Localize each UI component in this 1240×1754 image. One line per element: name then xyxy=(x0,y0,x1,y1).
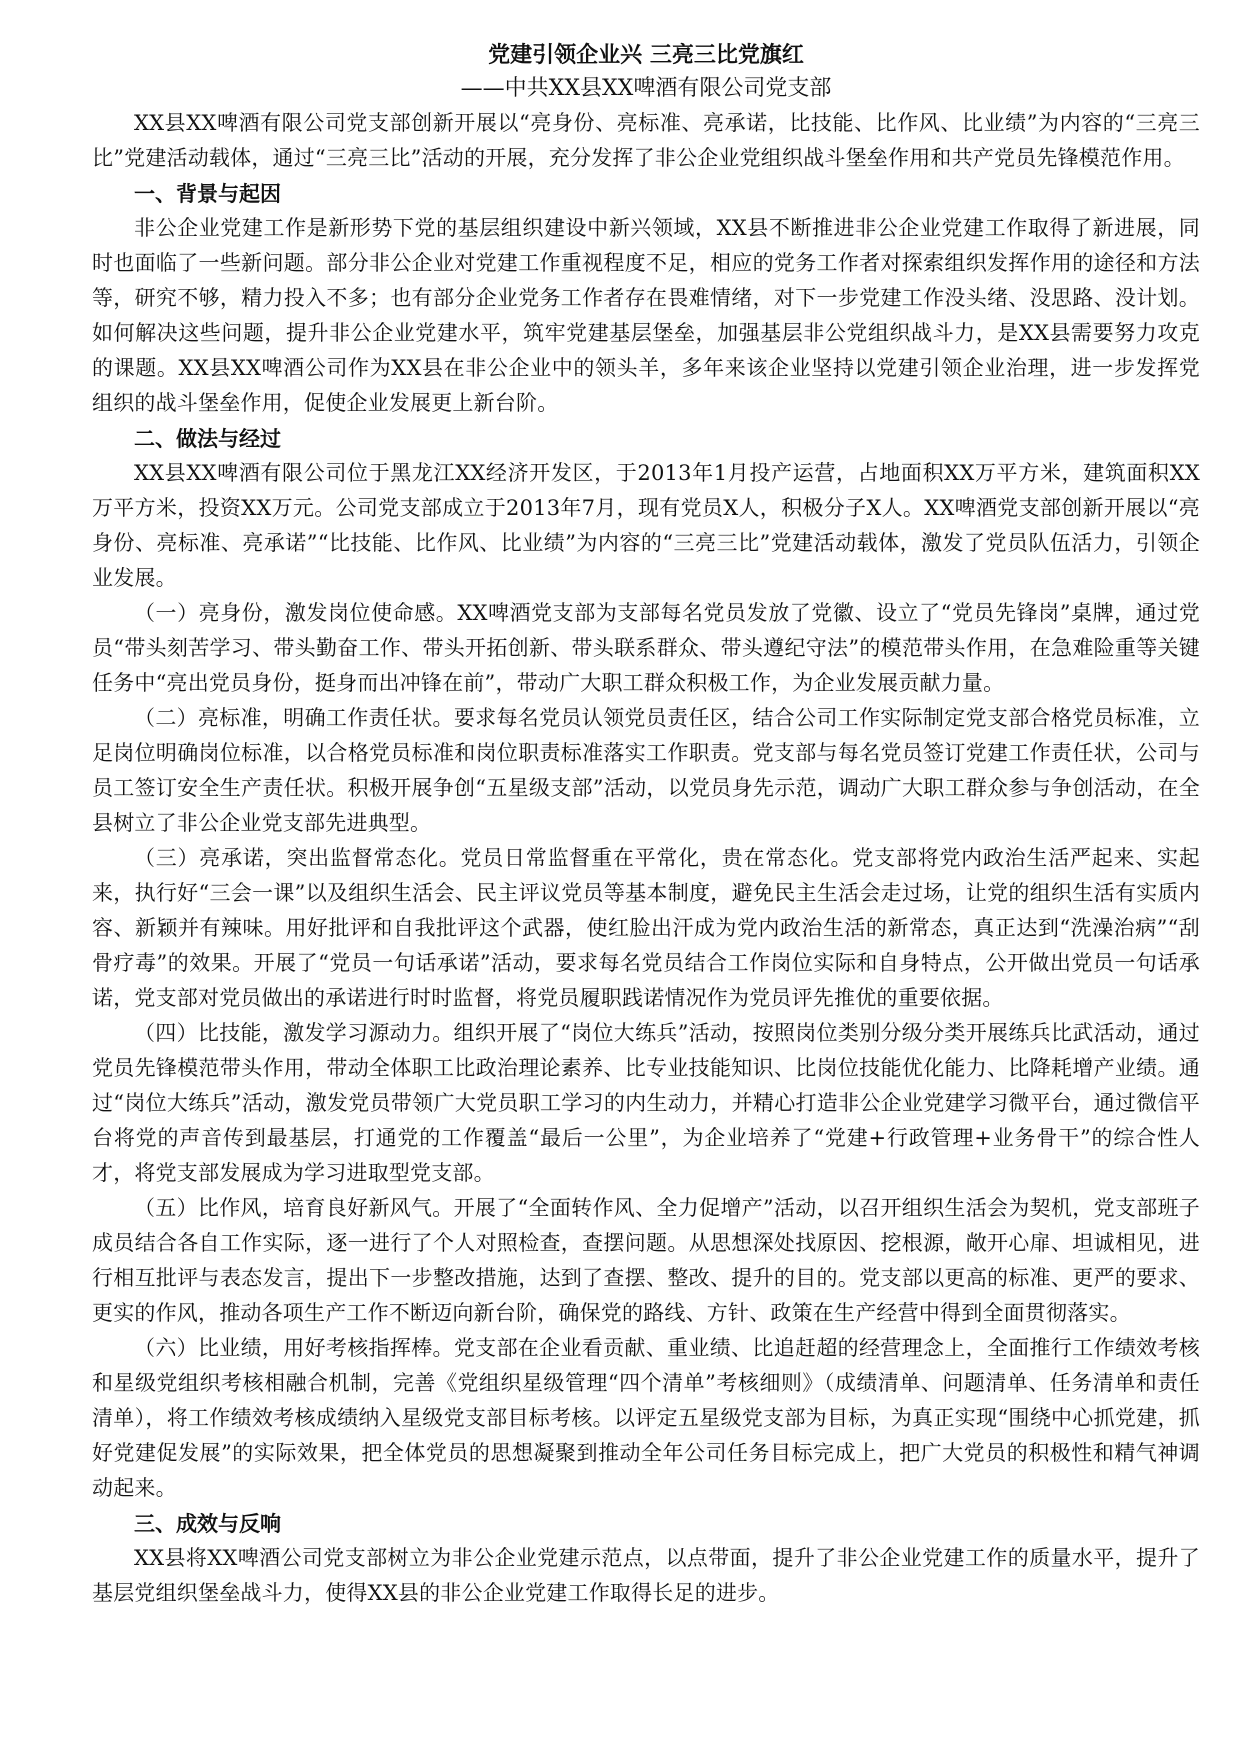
practice-paragraph-performance: （六）比业绩，用好考核指挥棒。党支部在企业看贡献、重业绩、比追赶超的经营理念上，全面推行工作绩效考核和星级党组织考核相融合机制，完善《党组织星级管理“四个清单”考核细则》（成绩清单、问题清单、任务清单和责任清单），将工作绩效考核成绩纳入星级党支部目标考核。以评定五星级党支部为目标，为真正实现“围绕中心抓党建，抓好党建促发展”的实际效果，把全体党员的思想凝聚到推动全年公司任务目标完成上，把广大党员的积极性和精气神调动起来。 xyxy=(92,1336,1200,1500)
practice-paragraph-standard: （二）亮标准，明确工作责任状。要求每名党员认领党员责任区，结合公司工作实际制定党支部合格党员标准，立足岗位明确岗位标准，以合格党员标准和岗位职责标准落实工作职责。党支部与每名党员签订党建工作责任状，公司与员工签订安全生产责任状。积极开展争创“五星级支部”活动，以党员身先示范，调动广大职工群众参与争创活动，在全县树立了非公企业党支部先进典型。 xyxy=(92,706,1200,835)
practice-paragraph-overview: XX县XX啤酒有限公司位于黑龙江XX经济开发区，于2013年1月投产运营，占地面积XX万平方米，建筑面积XX万平方米，投资XX万元。公司党支部成立于2013年7月，现有党员X人，积极分子X人。XX啤酒党支部创新开展以“亮身份、亮标准、亮承诺”“比技能、比作风、比业绩”为内容的“三亮三比”党建活动载体，激发了党员队伍活力，引领企业发展。 xyxy=(92,461,1200,590)
document-title: 党建引领企业兴 三亮三比党旗红 xyxy=(488,42,804,68)
section-heading-practice: 二、做法与经过 xyxy=(134,426,281,451)
document-subtitle: ——中共XX县XX啤酒有限公司党支部 xyxy=(460,76,832,101)
practice-paragraph-style: （五）比作风，培育良好新风气。开展了“全面转作风、全力促增产”活动，以召开组织生活会为契机，党支部班子成员结合各自工作实际，逐一进行了个人对照检查，查摆问题。从思想深处找原因、挖根源，敞开心扉、坦诚相见，进行相互批评与表态发言，提出下一步整改措施，达到了查摆、整改、提升的目的。党支部以更高的标准、更严的要求、更实的作风，推动各项生产工作不断迈向新台阶，确保党的路线、方针、政策在生产经营中得到全面贯彻落实。 xyxy=(92,1196,1200,1325)
section-heading-background: 一、背景与起因 xyxy=(134,181,281,206)
background-paragraph: 非公企业党建工作是新形势下党的基层组织建设中新兴领域，XX县不断推进非公企业党建工作取得了新进展，同时也面临了一些新问题。部分非公企业对党建工作重视程度不足，相应的党务工作者对探索组织发挥作用的途径和方法等，研究不够，精力投入不多；也有部分企业党务工作者存在畏难情绪，对下一步党建工作没头绪、没思路、没计划。如何解决这些问题，提升非公企业党建水平，筑牢党建基层堡垒，加强基层非公党组织战斗力，是XX县需要努力攻克的课题。XX县XX啤酒公司作为XX县在非公企业中的领头羊，多年来该企业坚持以党建引领企业治理，进一步发挥党组织的战斗堡垒作用，促使企业发展更上新台阶。 xyxy=(92,216,1200,415)
practice-paragraph-skills: （四）比技能，激发学习源动力。组织开展了“岗位大练兵”活动，按照岗位类别分级分类开展练兵比武活动，通过党员先锋模范带头作用，带动全体职工比政治理论素养、比专业技能知识、比岗位技能优化能力、比降耗增产业绩。通过“岗位大练兵”活动，激发党员带领广大党员职工学习的内生动力，并精心打造非公企业党建学习微平台，通过微信平台将党的声音传到最基层，打通党的工作覆盖“最后一公里”，为企业培养了“党建+行政管理+业务骨干”的综合性人才，将党支部发展成为学习进取型党支部。 xyxy=(92,1021,1200,1185)
results-paragraph: XX县将XX啤酒公司党支部树立为非公企业党建示范点，以点带面，提升了非公企业党建工作的质量水平，提升了基层党组织堡垒战斗力，使得XX县的非公企业党建工作取得长足的进步。 xyxy=(92,1546,1200,1605)
section-heading-results: 三、成效与反响 xyxy=(134,1511,281,1536)
practice-paragraph-commitment: （三）亮承诺，突出监督常态化。党员日常监督重在平常化，贵在常态化。党支部将党内政治生活严起来、实起来，执行好“三会一课”以及组织生活会、民主评议党员等基本制度，避免民主生活会走过场，让党的组织生活有实质内容、新颖并有辣味。用好批评和自我批评这个武器，使红脸出汗成为党内政治生活的新常态，真正达到“洗澡治病”“刮骨疗毒”的效果。开展了“党员一句话承诺”活动，要求每名党员结合工作岗位实际和自身特点，公开做出党员一句话承诺，党支部对党员做出的承诺进行时时监督，将党员履职践诺情况作为党员评先推优的重要依据。 xyxy=(92,846,1200,1010)
intro-paragraph: XX县XX啤酒有限公司党支部创新开展以“亮身份、亮标准、亮承诺，比技能、比作风、比业绩”为内容的“三亮三比”党建活动载体，通过“三亮三比”活动的开展，充分发挥了非公企业党组织战斗堡垒作用和共产党员先锋模范作用。 xyxy=(92,111,1200,170)
practice-paragraph-identity: （一）亮身份，激发岗位使命感。XX啤酒党支部为支部每名党员发放了党徽、设立了“党员先锋岗”桌牌，通过党员“带头刻苦学习、带头勤奋工作、带头开拓创新、带头联系群众、带头遵纪守法”的模范带头作用，在急难险重等关键任务中“亮出党员身份，挺身而出冲锋在前”，带动广大职工群众积极工作，为企业发展贡献力量。 xyxy=(92,601,1200,695)
